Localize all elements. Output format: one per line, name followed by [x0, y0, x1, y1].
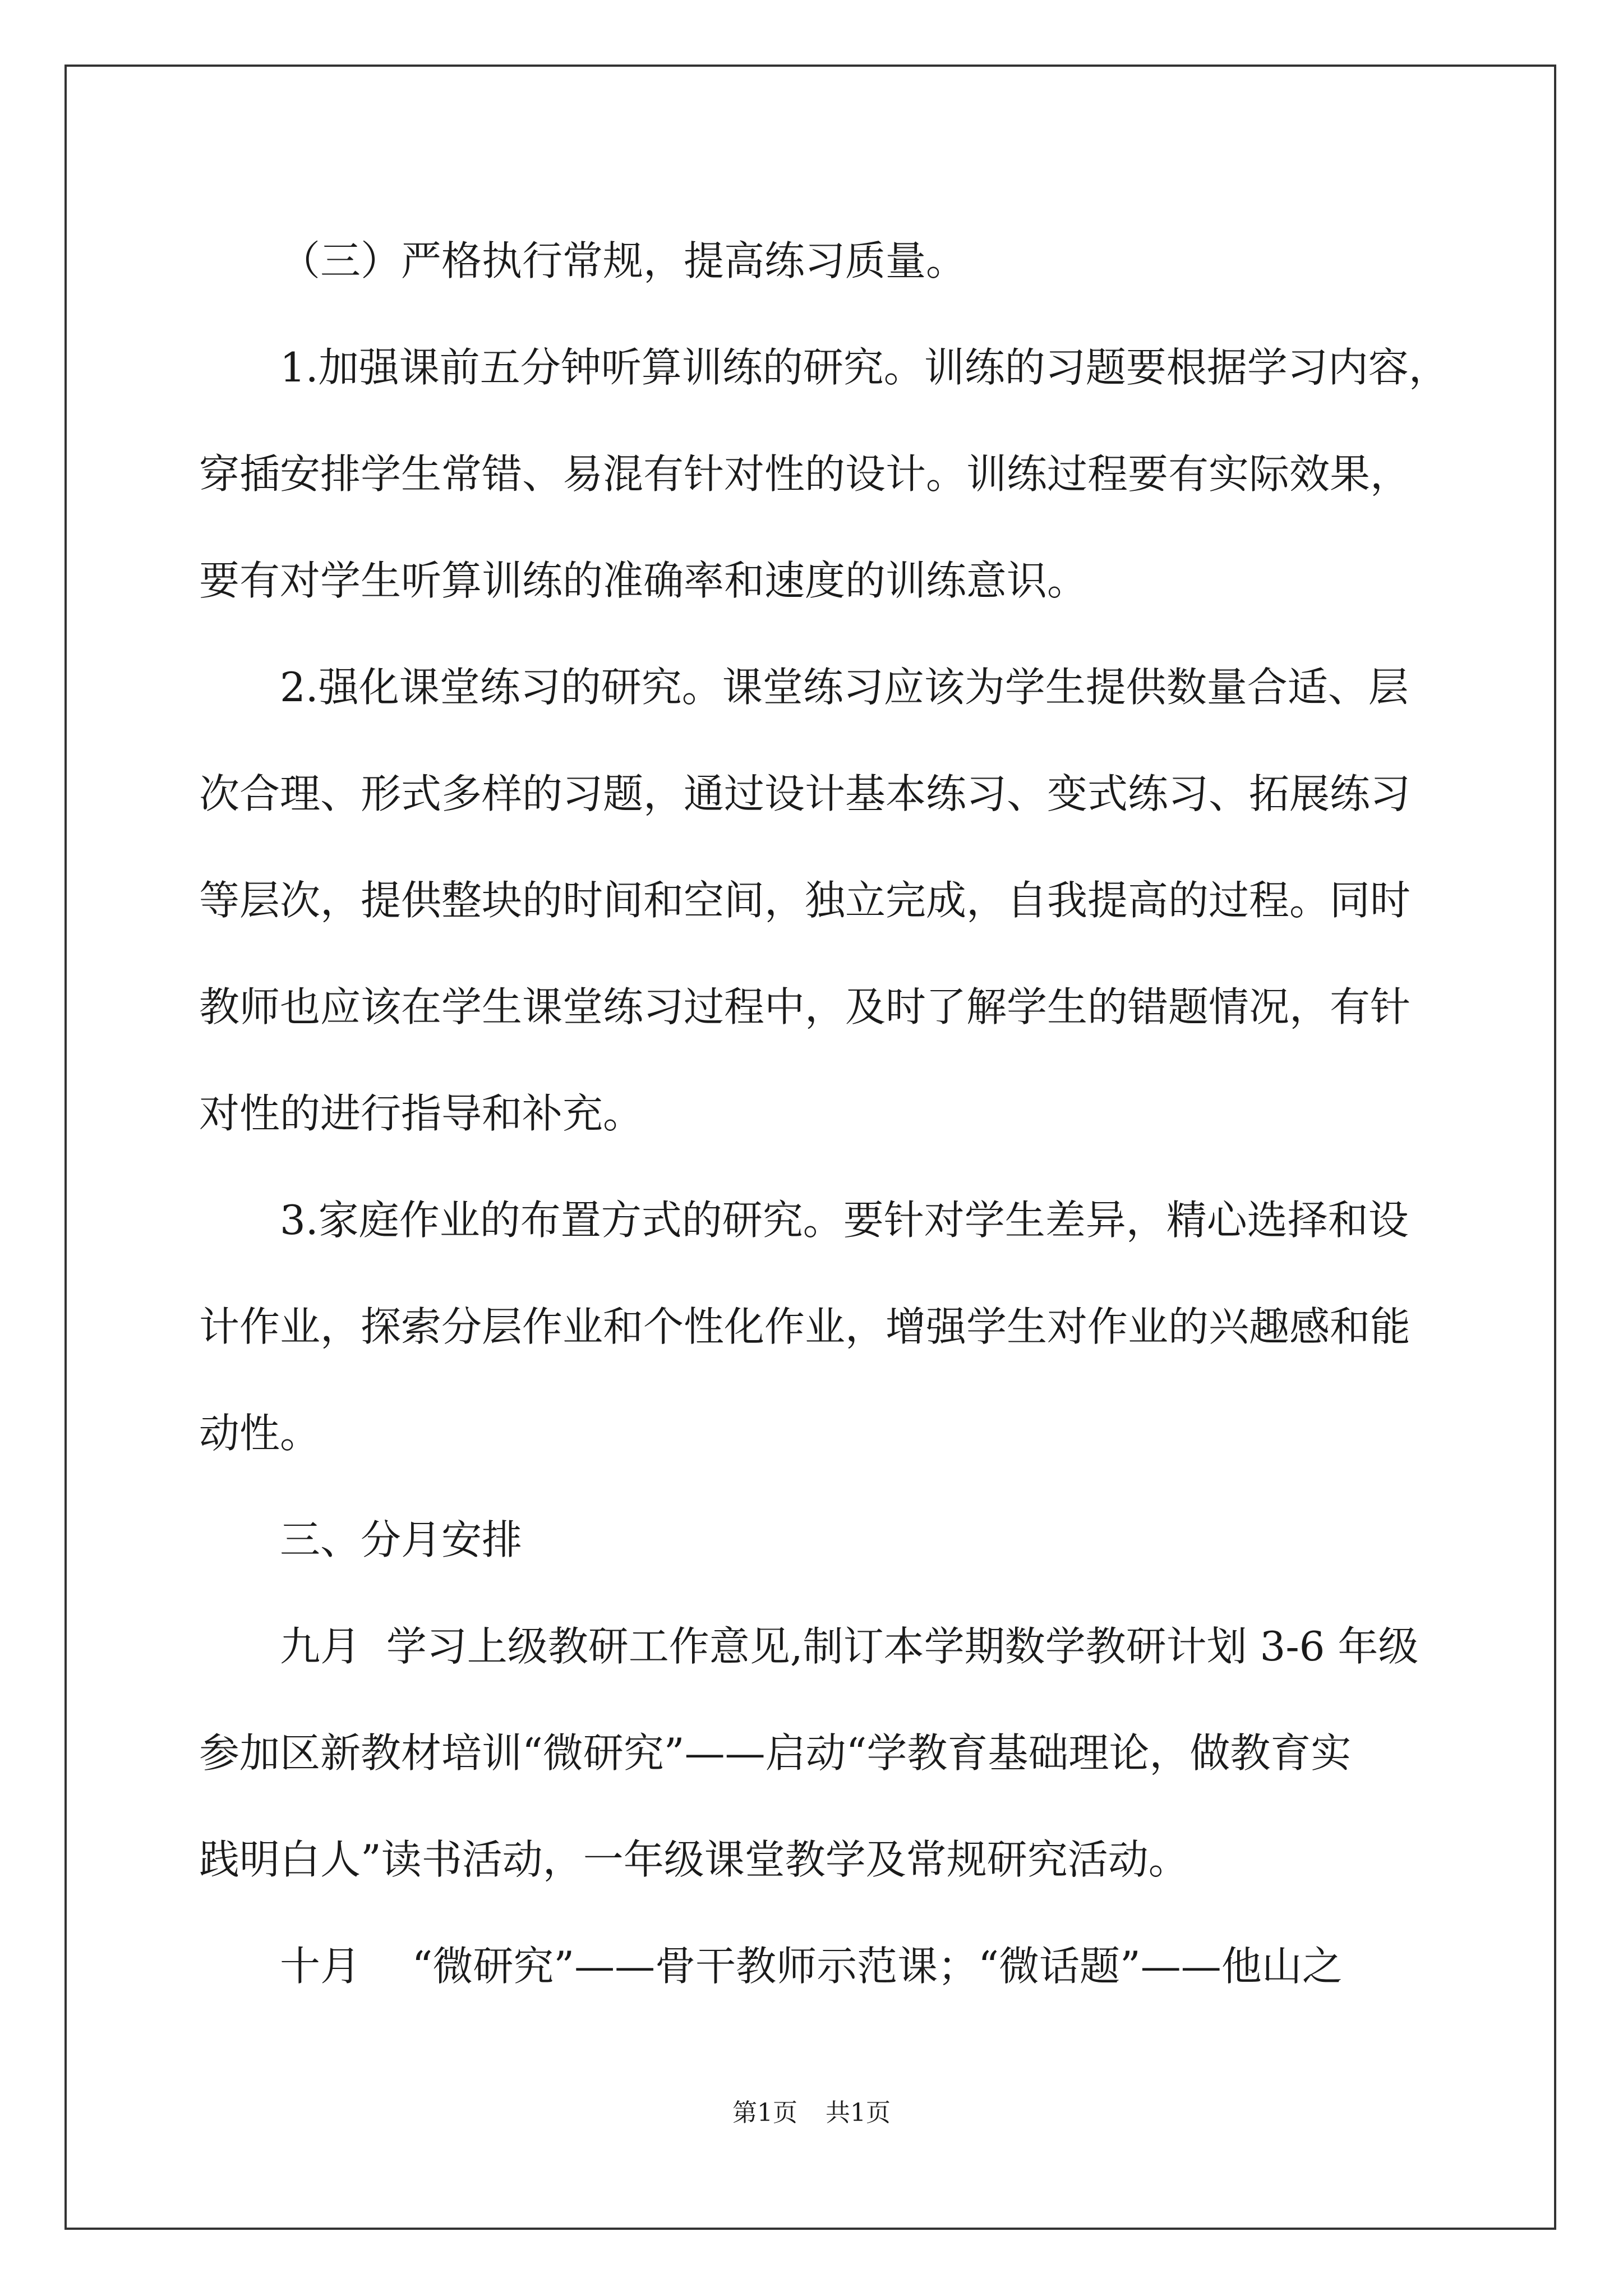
text-line: 1.加强课前五分钟听算训练的研究。训练的习题要根据学习内容， — [280, 344, 1449, 391]
text-line: 3.家庭作业的布置方式的研究。要针对学生差异，精心选择和设 — [280, 1197, 1409, 1244]
paragraph-section-3 — [199, 208, 1433, 314]
text-line: 计作业，探索分层作业和个性化作业，增强学生对作业的兴趣感和能 — [199, 1303, 1411, 1350]
paragraph-item-1 — [199, 314, 1449, 634]
paragraph-item-2 — [199, 634, 1433, 1167]
text-line: 次合理、形式多样的习题，通过设计基本练习、变式练习、拓展练习 — [199, 770, 1411, 817]
text-line: 参加区新教材培训“微研究”——启动“学教育基础理论，做教育实 — [199, 1729, 1352, 1777]
text-line: 九月 学习上级教研工作意见,制订本学期数学教研计划 3-6 年级 — [280, 1623, 1419, 1670]
text-line: 十月 “微研究”——骨干教师示范课；“微话题”——他山之 — [280, 1943, 1343, 1990]
text-line: 三、分月安排 — [280, 1516, 523, 1563]
page-total: 共1页 — [826, 2099, 891, 2127]
text-line: 要有对学生听算训练的准确率和速度的训练意识。 — [199, 557, 1088, 604]
paragraph-october — [199, 1913, 1433, 2019]
text-line: 教师也应该在学生课堂练习过程中，及时了解学生的错题情况，有针 — [199, 983, 1411, 1030]
text-line: 2.强化课堂练习的研究。课堂练习应该为学生提供数量合适、层 — [280, 664, 1409, 711]
text-line: 穿插安排学生常错、易混有针对性的设计。训练过程要有实际效果， — [199, 450, 1411, 498]
text-line: 对性的进行指导和补充。 — [199, 1090, 644, 1137]
section-heading-monthly — [199, 1487, 1433, 1593]
page-footer — [0, 2092, 1623, 2128]
paragraph-item-3 — [199, 1167, 1433, 1487]
text-line: 动性。 — [199, 1410, 321, 1457]
paragraph-september — [199, 1593, 1433, 1913]
text-line: 等层次，提供整块的时间和空间，独立完成，自我提高的过程。同时 — [199, 877, 1411, 924]
text-line: 践明白人”读书活动，一年级课堂教学及常规研究活动。 — [199, 1836, 1189, 1883]
page-number: 第1页 — [732, 2099, 797, 2127]
document-body — [199, 208, 1449, 2019]
text-line: （三）严格执行常规，提高练习质量。 — [280, 237, 967, 284]
